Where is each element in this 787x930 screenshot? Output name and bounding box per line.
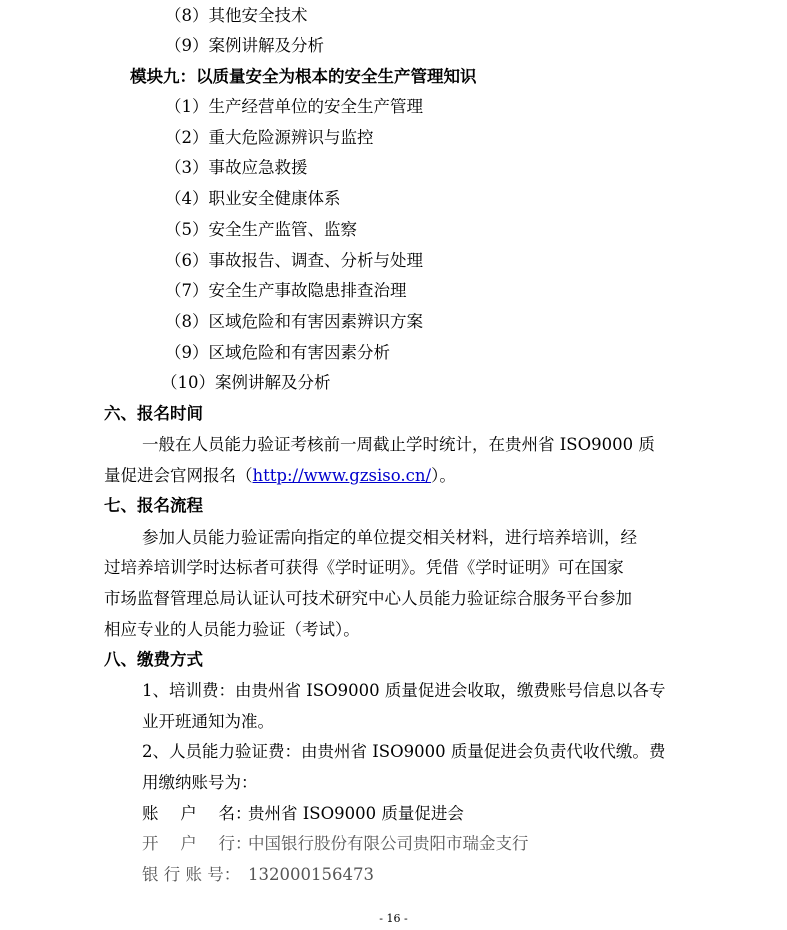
module9-item-4: （4）职业安全健康体系 <box>165 189 341 208</box>
account-bank-label: 开 户 行： <box>142 834 252 853</box>
module9-item-2: （2）重大危险源辨识与监控 <box>165 128 374 147</box>
section7-line2: 过培养培训学时达标者可获得《学时证明》。凭借《学时证明》可在国家 <box>104 558 624 577</box>
section7-heading: 七、报名流程 <box>104 496 203 515</box>
section8-heading: 八、缴费方式 <box>104 650 203 669</box>
account-number-value: 132000156473 <box>248 865 374 884</box>
section6-line2-pre: 量促进会官网报名（ <box>104 466 253 485</box>
page-number: - 16 - <box>379 912 408 925</box>
module9-item-7: （7）安全生产事故隐患排查治理 <box>165 281 407 300</box>
account-name-value: 贵州省 ISO9000 质量促进会 <box>248 804 464 823</box>
section8-item1-line2: 业开班通知为准。 <box>142 712 274 731</box>
section8-item2-line1: 2、人员能力验证费：由贵州省 ISO9000 质量促进会负责代收代缴。费 <box>142 742 666 761</box>
section6-heading: 六、报名时间 <box>104 404 203 423</box>
section6-line1: 一般在人员能力验证考核前一周截止学时统计，在贵州省 ISO9000 质 <box>142 435 655 454</box>
section7-line1: 参加人员能力验证需向指定的单位提交相关材料，进行培养培训，经 <box>142 528 637 547</box>
module9-item-6: （6）事故报告、调查、分析与处理 <box>165 251 423 270</box>
module9-item-1: （1）生产经营单位的安全生产管理 <box>165 97 423 116</box>
module9-title: 模块九：以质量安全为根本的安全生产管理知识 <box>130 67 477 86</box>
section8-item1-line1: 1、培训费：由贵州省 ISO9000 质量促进会收取，缴费账号信息以各专 <box>142 681 666 700</box>
account-number-label: 银 行 账 号： <box>142 865 241 884</box>
account-bank-row <box>142 833 529 855</box>
module9-item-8: （8）区域危险和有害因素辨识方案 <box>165 312 423 331</box>
section6-line2 <box>104 465 456 487</box>
account-name-label: 账 户 名： <box>142 804 252 823</box>
section7-line4: 相应专业的人员能力验证（考试）。 <box>104 620 360 639</box>
section6-line2-post: ）。 <box>431 466 456 485</box>
module9-item-10: （10）案例讲解及分析 <box>161 373 331 392</box>
account-bank-value: 中国银行股份有限公司贵阳市瑞金支行 <box>248 834 529 853</box>
module9-item-5: （5）安全生产监管、监察 <box>165 220 357 239</box>
registration-link[interactable]: http://www.gzsiso.cn/ <box>252 466 432 485</box>
account-name-row <box>142 803 464 825</box>
module9-item-9: （9）区域危险和有害因素分析 <box>165 343 390 362</box>
section8-item2-line2: 用缴纳账号为： <box>142 773 258 792</box>
section7-line3: 市场监督管理总局认证认可技术研究中心人员能力验证综合服务平台参加 <box>104 589 632 608</box>
account-number-row <box>142 864 374 886</box>
module9-item-3: （3）事故应急救援 <box>165 158 308 177</box>
module8-item-9: （9）案例讲解及分析 <box>165 36 324 55</box>
module8-item-8: （8）其他安全技术 <box>165 6 308 25</box>
